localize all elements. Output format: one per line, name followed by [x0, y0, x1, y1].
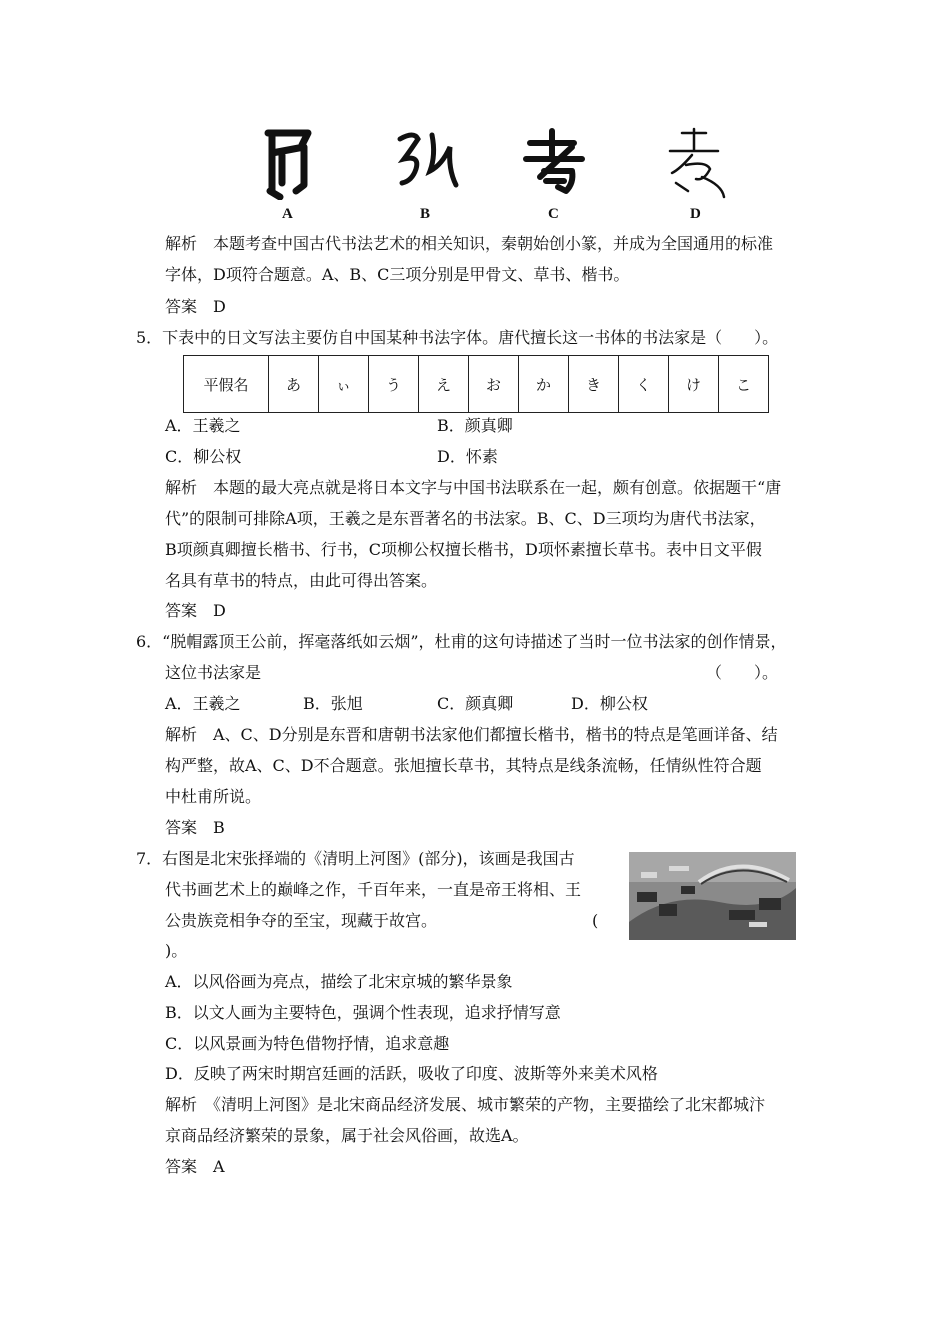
q6-analysis-line: 构严整，故A、C、D不合题意。张旭擅长草书，其特点是线条流畅，任情纵性符合题 — [165, 756, 762, 775]
calligraphy-samples — [250, 125, 730, 200]
oracle-bone-glyph — [258, 125, 320, 200]
option-label-b: B — [420, 206, 431, 222]
q7-analysis-line: 解析 《清明上河图》是北宋商品经济发展、城市繁荣的产物，主要描绘了北宋都城汴 — [165, 1095, 766, 1114]
q6-answer-blank: （ ）。 — [706, 663, 779, 682]
q7-choice: D．反映了两宋时期宫廷画的活跃，吸收了印度、波斯等外来美术风格 — [165, 1064, 658, 1083]
q6-choice-b: B．张旭 — [303, 694, 363, 713]
q4-analysis-line: 解析 本题考查中国古代书法艺术的相关知识，秦朝始创小篆，并成为全国通用的标准 — [165, 234, 774, 253]
table-cell: ぃ — [319, 356, 369, 413]
q7-analysis-line: 京商品经济繁荣的景象，属于社会风俗画，故选A。 — [165, 1126, 529, 1145]
table-cell: き — [569, 356, 619, 413]
table-cell: お — [469, 356, 519, 413]
q5-stem: 5．下表中的日文写法主要仿自中国某种书法字体。唐代擅长这一书体的书法家是（ ）。 — [136, 328, 779, 347]
q7-stem: 公贵族竞相争夺的至宝，现藏于故宫。 — [165, 911, 438, 930]
q7-stem: 7．右图是北宋张择端的《清明上河图》(部分)，该画是我国古 — [136, 849, 575, 868]
q6-answer: 答案 B — [165, 818, 225, 837]
cursive-glyph — [392, 125, 462, 200]
table-cell: あ — [269, 356, 319, 413]
q6-stem: 这位书法家是 — [165, 663, 262, 682]
small-seal-glyph — [662, 125, 732, 200]
regular-script-glyph — [518, 125, 590, 200]
q7-answer-blank-close: )。 — [165, 941, 188, 960]
q6-choice-d: D．柳公权 — [571, 694, 648, 713]
option-label-c: C — [548, 206, 559, 222]
option-label-a: A — [282, 206, 293, 222]
table-cell: か — [519, 356, 569, 413]
qingming-painting-image — [629, 852, 796, 940]
q5-answer: 答案 D — [165, 601, 226, 620]
q7-answer: 答案 A — [165, 1157, 225, 1176]
table-cell: く — [619, 356, 669, 413]
q5-choice-a: A．王羲之 — [165, 416, 241, 435]
q5-analysis-line: 解析 本题的最大亮点就是将日本文字与中国书法联系在一起，颇有创意。依据题干“唐 — [165, 478, 782, 497]
q7-answer-blank-open: ( — [592, 911, 599, 930]
table-cell: え — [419, 356, 469, 413]
q5-choice-b: B．颜真卿 — [437, 416, 513, 435]
q5-analysis-line: B项颜真卿擅长楷书、行书，C项柳公权擅长楷书，D项怀素擅长草书。表中日文平假 — [165, 540, 762, 559]
q7-choice: B．以文人画为主要特色，强调个性表现，追求抒情写意 — [165, 1003, 561, 1022]
q5-analysis-line: 代”的限制可排除A项，王羲之是东晋著名的书法家。B、C、D三项均为唐代书法家， — [165, 509, 766, 528]
q7-stem: 代书画艺术上的巅峰之作，千百年来，一直是帝王将相、王 — [165, 880, 582, 899]
table-cell: う — [369, 356, 419, 413]
q6-choice-a: A．王羲之 — [165, 694, 241, 713]
table-cell: 平假名 — [184, 356, 269, 413]
q6-analysis-line: 解析 A、C、D分别是东晋和唐朝书法家他们都擅长楷书，楷书的特点是笔画详备、结 — [165, 725, 778, 744]
hiragana-table — [183, 355, 769, 413]
q4-analysis-line: 字体，D项符合题意。A、B、C三项分别是甲骨文、草书、楷书。 — [165, 265, 630, 284]
table-cell: け — [669, 356, 719, 413]
q6-analysis-line: 中杜甫所说。 — [165, 787, 262, 806]
option-label-d: D — [690, 206, 701, 222]
q4-answer: 答案 D — [165, 297, 226, 316]
q5-choice-d: D．怀素 — [437, 447, 498, 466]
q5-choice-c: C．柳公权 — [165, 447, 242, 466]
q7-choice: C．以风景画为特色借物抒情，追求意趣 — [165, 1034, 450, 1053]
table-cell: こ — [719, 356, 769, 413]
q5-analysis-line: 名具有草书的特点，由此可得出答案。 — [165, 571, 438, 590]
q6-stem: 6．“脱帽露顶王公前，挥毫落纸如云烟”，杜甫的这句诗描述了当时一位书法家的创作情景， — [136, 632, 787, 651]
q6-choice-c: C．颜真卿 — [437, 694, 514, 713]
q7-choice: A．以风俗画为亮点，描绘了北宋京城的繁华景象 — [165, 972, 513, 991]
